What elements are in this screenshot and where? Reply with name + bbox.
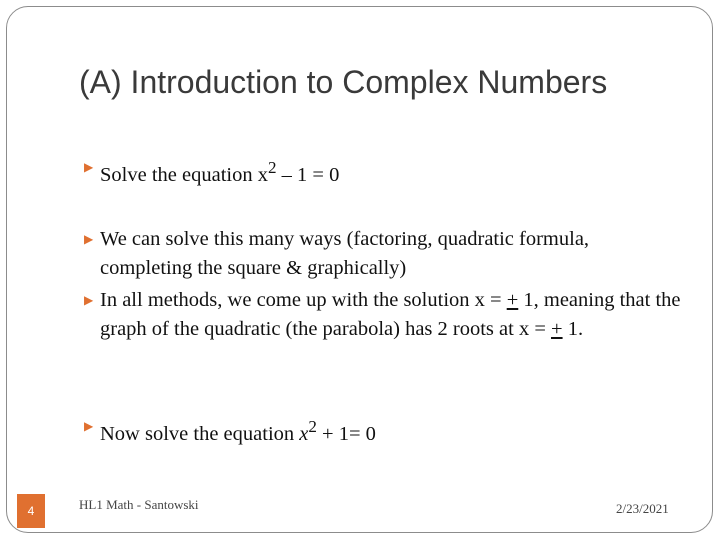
footer-author: HL1 Math - Santowski	[79, 497, 199, 512]
bullet-text: Solve the equation $x^2 - 1 = 0$	[100, 158, 340, 186]
bullet-now-solve	[86, 412, 686, 449]
bullet-arrow-icon: ▶	[84, 293, 94, 307]
slide-title: (A) Introduction to Complex Numbers	[79, 64, 608, 100]
bullet-text: In all methods, we come up with the solution x = + 1, meaning that the graph of the quadratic (the parabola) has 2 roots at x = + 1.	[100, 289, 681, 340]
bullet-text: We can solve this many ways (factoring, quadratic formula, completing the square & graphically)	[100, 228, 590, 279]
bullet-solve-equation	[86, 153, 686, 190]
bullet-arrow-icon: ▶	[84, 160, 94, 174]
bullet-many-ways	[86, 225, 686, 283]
bullet-text: Now solve the equation $x^2 + 1= 0$	[100, 417, 376, 445]
bullet-arrow-icon: ▶	[84, 419, 94, 433]
bullet-all-methods	[86, 286, 686, 344]
footer-date: 2/23/2021	[616, 501, 669, 516]
bullet-arrow-icon: ▶	[84, 232, 94, 246]
slide-number-badge: 4	[17, 494, 45, 528]
